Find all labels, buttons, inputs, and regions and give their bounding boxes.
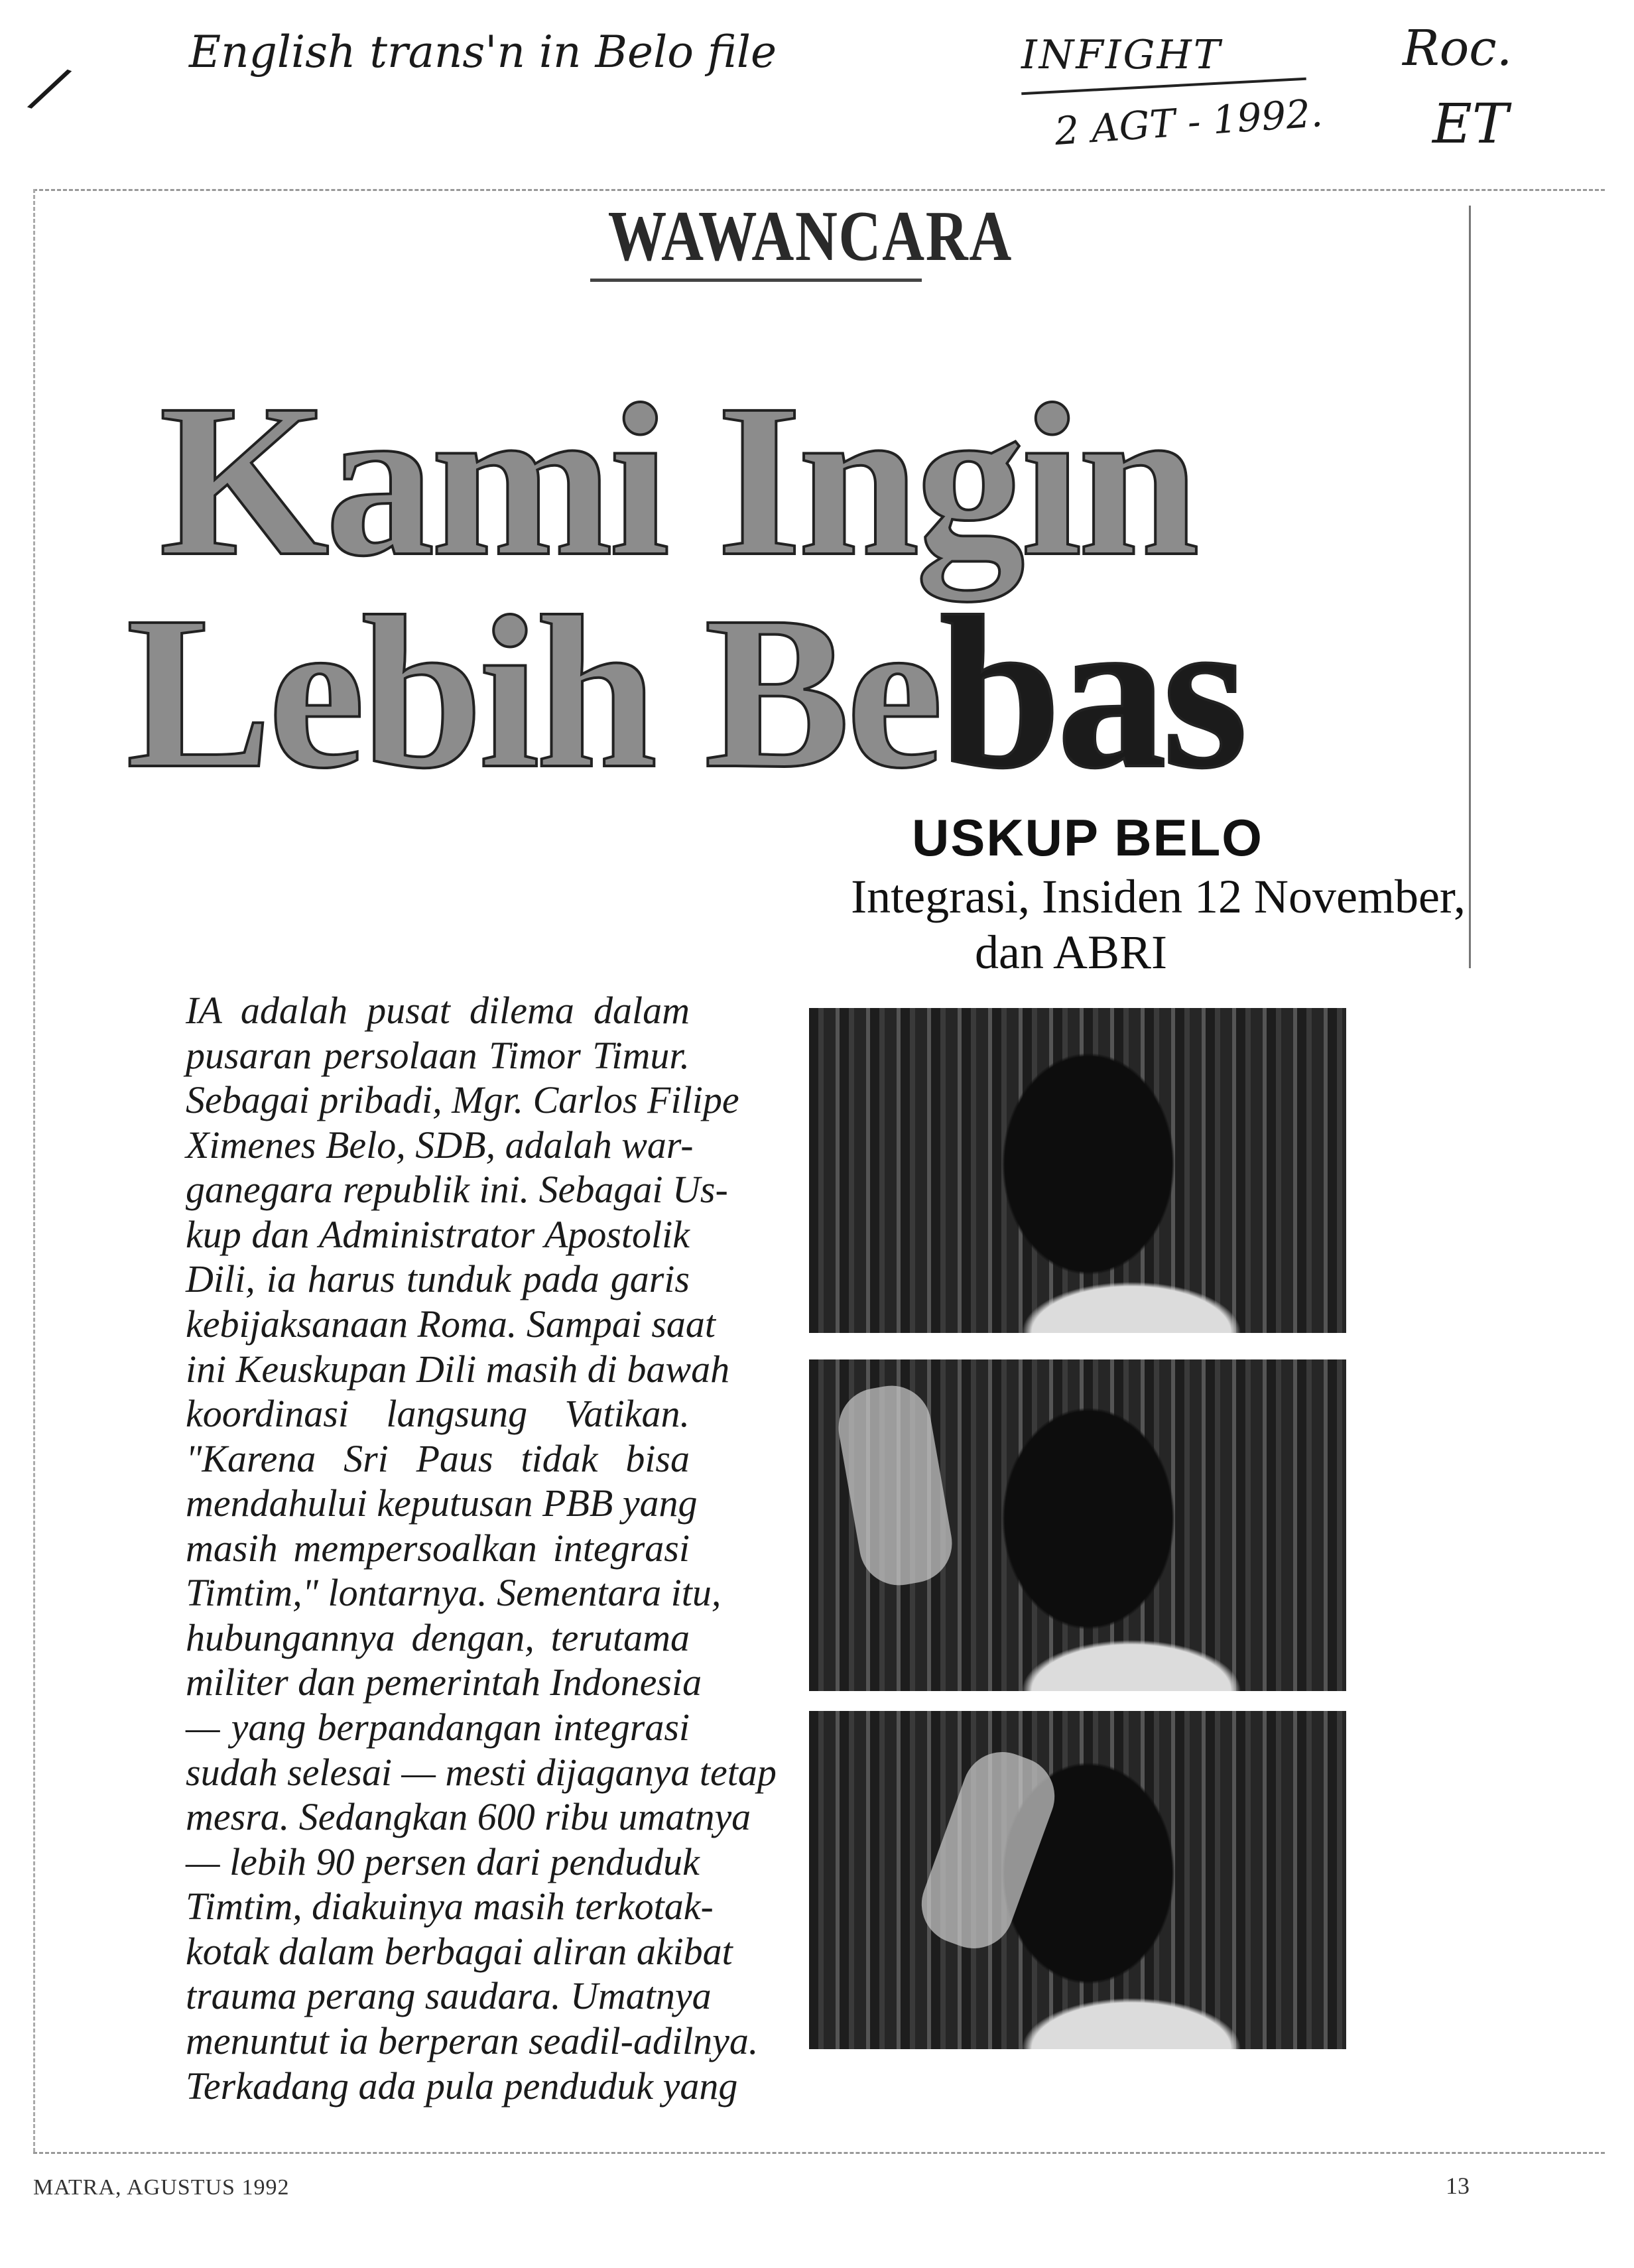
kicker-subtitle [763,869,1466,980]
article-intro-line: militer dan pemerintah Indonesia [186,1661,702,1704]
clipping-border-top [33,189,1605,191]
clipping-border-right [1469,206,1471,968]
article-intro-line: "Karena Sri Paus tidak bisa [186,1436,690,1480]
article-intro-line: mendahului keputusan PBB yang [186,1481,698,1525]
article-intro-line: — lebih 90 persen dari penduduk [186,1840,700,1883]
photo-hand-shape [832,1379,958,1592]
article-intro-line: koordinasi langsung Vatikan. [186,1392,690,1436]
article-intro-line: Timtim, diakuinya masih terkotak- [186,1885,714,1928]
headline-line-2-dark: bas [939,572,1244,814]
article-intro-line: kup dan Administrator Apostolik [186,1212,690,1256]
article-intro-line: menuntut ia berperan seadil-adilnya. [186,2019,759,2062]
article-intro-line: ganegara republik ini. Sebagai Us- [186,1168,728,1212]
handwritten-et: ET [1432,93,1509,156]
handwritten-roc: Roc. [1403,20,1513,77]
article-intro-line: Dili, ia harus tunduk pada garis [186,1257,690,1301]
photo-portrait-1 [809,1008,1346,1333]
section-label: WAWANCARA [607,197,1013,276]
article-intro-line: Ximenes Belo, SDB, adalah war- [186,1123,694,1166]
article-intro-line: sudah selesai — mesti dijaganya tetap [186,1750,777,1794]
kicker-subtitle-line-2: dan ABRI [974,926,1167,979]
photo-portrait-3 [809,1711,1346,2049]
article-intro-line: — yang berpandangan integrasi [186,1706,690,1749]
kicker-title: USKUP BELO [912,808,1263,867]
clipping-border-bottom [33,2152,1605,2154]
photo-portrait-2 [809,1359,1346,1691]
article-intro-line: pusaran persolaan Timor Timur. [186,1033,690,1077]
footer-page-number: 13 [1446,2173,1470,2199]
clipping-border-left [33,189,35,2152]
section-label-underline [590,279,922,282]
headline-line-1-text: Kami Ingin [159,359,1196,601]
article-intro-line: kebijaksanaan Roma. Sampai saat [186,1302,716,1346]
headline-line-2 [126,572,1244,814]
handwritten-underline [1021,78,1306,95]
article-intro [186,988,777,2108]
article-intro-line: ini Keuskupan Dili masih di bawah [186,1347,730,1391]
headline-line-2-light: Lebih Be [126,572,940,814]
handwritten-mark: / [28,51,72,125]
handwritten-source: INFIGHT [1021,32,1222,78]
article-intro-line: IA adalah pusat dilema dalam [186,989,690,1032]
handwritten-date: 2 AGT - 1992. [1053,90,1324,155]
article-intro-line: Sebagai pribadi, Mgr. Carlos Filipe [186,1078,739,1122]
article-intro-line: kotak dalam berbagai aliran akibat [186,1929,733,1973]
article-intro-line: Terkadang ada pula penduduk yang [186,2064,738,2108]
article-intro-line: trauma perang saudara. Umatnya [186,1974,712,2018]
photo-hand-shape [911,1741,1066,1960]
article-intro-line: mesra. Sedangkan 600 ribu umatnya [186,1795,751,1839]
footer-publication: MATRA, AGUSTUS 1992 [33,2175,290,2200]
kicker-subtitle-line-1: Integrasi, Insiden 12 November, [851,870,1466,923]
article-intro-line: hubungannya dengan, terutama [186,1615,690,1659]
handwritten-note: English trans'n in Belo file [189,27,777,78]
article-intro-line: masih mempersoalkan integrasi [186,1526,690,1570]
article-intro-line: Timtim," lontarnya. Sementara itu, [186,1571,722,1615]
headline-line-1 [159,359,1196,601]
